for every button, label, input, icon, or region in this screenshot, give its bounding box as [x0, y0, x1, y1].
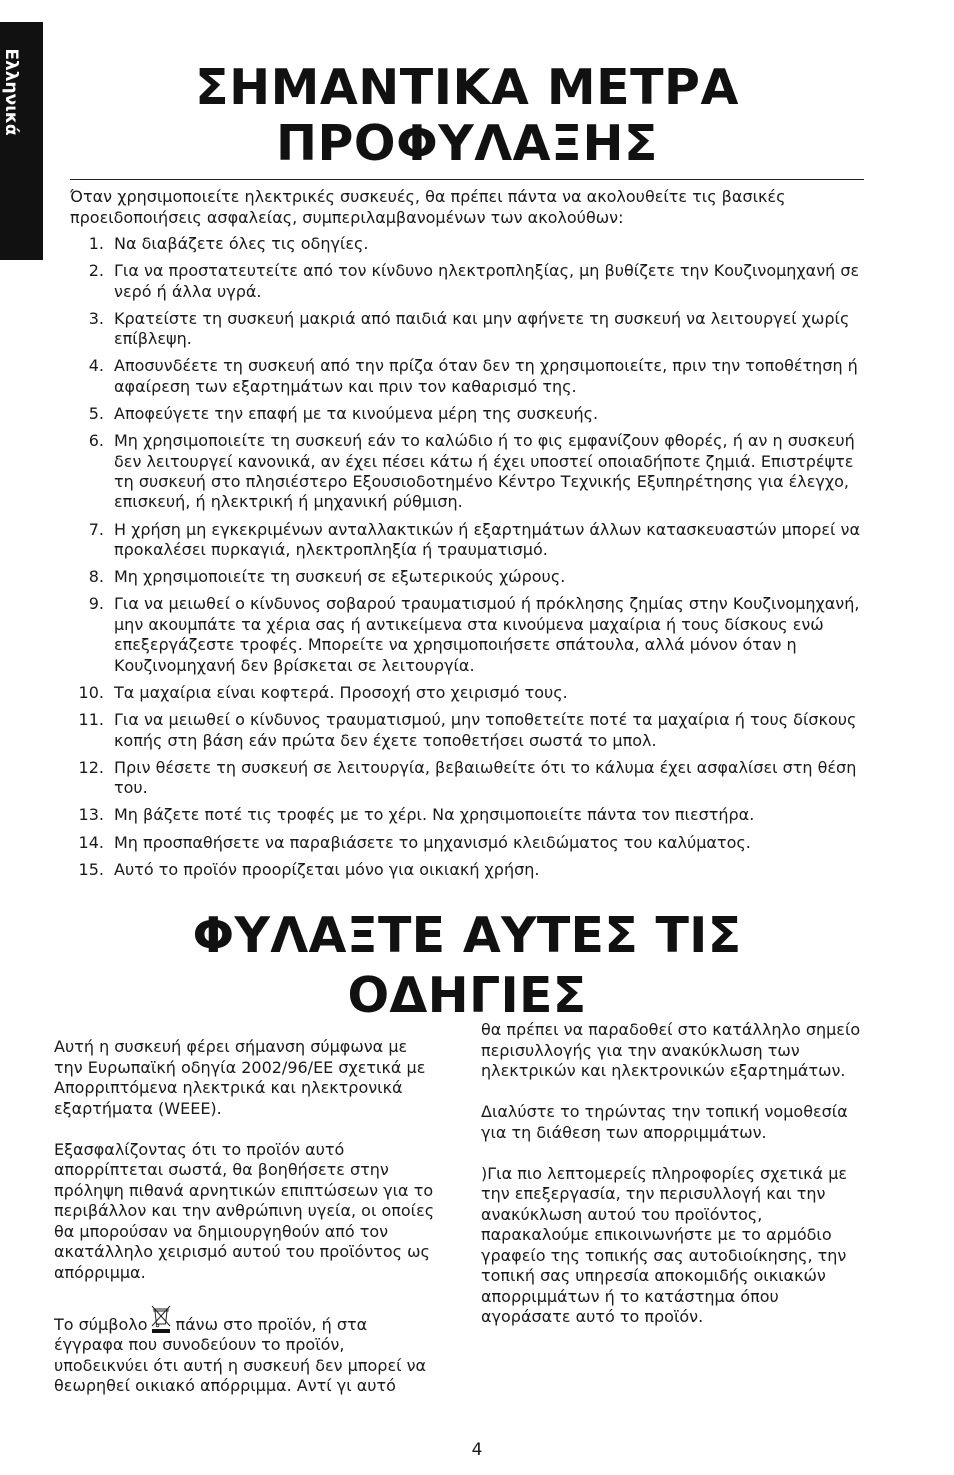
- weee-paragraph: θα πρέπει να παραδοθεί στο κατάλληλο σημείο περισυλλογής για την ανακύκλωση των ηλεκτρικών και ηλεκτρονικών εξαρτημάτων.: [481, 1020, 861, 1080]
- safety-rule-item: [70, 309, 860, 350]
- rule-number: 2.: [88, 261, 104, 281]
- safety-rule-item: [70, 356, 860, 397]
- safety-rule-item: [70, 520, 860, 561]
- weee-paragraph: Εξασφαλίζοντας ότι το προϊόν αυτό απορρίπτεται σωστά, θα βοηθήσετε στην πρόληψη πιθανά αρνητικών επιπτώσεων για το περιβάλλον και την ανθρώπινη υγεία, οι οποίες θα μπορούσαν να δημιουργηθούν από τον ακατάλληλο χειρισμό αυτού του προϊόντος ως απόρριμμα.: [54, 1139, 435, 1282]
- rule-text: Μη χρησιμοποιείτε τη συσκευή σε εξωτερικούς χώρους.: [114, 567, 566, 587]
- rule-text: Να διαβάζετε όλες τις οδηγίες.: [114, 234, 369, 253]
- rule-text: Πριν θέσετε τη συσκευή σε λειτουργία, βεβαιωθείτε ότι το κάλυμα έχει ασφαλίσει στη θέση του.: [114, 757, 857, 798]
- weee-text: πάνω στο προϊόν, ή στα έγγραφα που συνοδεύουν το προϊόν, υποδεικνύει ότι αυτή η συσκευή δεν μπορεί να θεωρηθεί οικιακό απόρριμμα. Αντί γι αυτό: [54, 1314, 427, 1395]
- rule-number: 15.: [78, 859, 104, 879]
- rule-number: 12.: [78, 757, 104, 777]
- weee-paragraph: Αυτή η συσκευή φέρει σήμανση σύμφωνα με την Ευρωπαϊκή οδηγία 2002/96/ΕΕ σχετικά με Απορριπτόμενα ηλεκτρικά και ηλεκτρονικά εξαρτήματα (WEEE).: [54, 1037, 426, 1118]
- crossed-bin-icon: [150, 1304, 172, 1334]
- safety-rule-item: [70, 805, 860, 825]
- safety-rule-item: [70, 833, 860, 853]
- rule-number: 4.: [88, 356, 104, 376]
- page-title: ΣΗΜΑΝΤΙΚΑ ΜΕΤΡΑ ΠΡΟΦΥΛΑΞΗΣ: [195, 59, 739, 172]
- rule-text: Αποσυνδέετε τη συσκευή από την πρίζα όταν δεν τη χρησιμοποιείτε, πριν την τοποθέτηση ή αφαίρεση των εξαρτημάτων και πριν τον καθαρισμό της.: [114, 356, 858, 396]
- rule-number: 7.: [88, 519, 104, 539]
- rule-number: 13.: [78, 805, 104, 825]
- weee-text: Το σύμβολο: [54, 1314, 148, 1334]
- rule-text: Μη χρησιμοποιείτε τη συσκευή εάν το καλώδιο ή το φις εμφανίζουν φθορές, ή αν η συσκευή δεν λειτουργεί κανονικά, αν έχει πέσει κάτω ή έχει υποστεί οποιαδήποτε ζημιά. Επιστρέψτε τη συσκευή στο πλησιέστερο Εξουσιοδοτημένο Κέντρο Τεχνικής Εξυπηρέτησης για έλεγχο, επισκευή, ή ηλεκτρική ή μηχανική ρύθμιση.: [114, 431, 855, 512]
- page-number: 4: [471, 1440, 483, 1460]
- rule-text: Αποφεύγετε την επαφή με τα κινούμενα μέρη της συσκευής.: [114, 404, 599, 424]
- rule-text: Τα μαχαίρια είναι κοφτερά. Προσοχή στο χειρισμό τους.: [114, 682, 568, 702]
- rule-number: 3.: [88, 308, 104, 328]
- rule-number: 8.: [88, 567, 104, 587]
- language-side-tab: [0, 22, 43, 260]
- rule-number: 14.: [78, 832, 104, 852]
- weee-right-column: [481, 1020, 866, 1348]
- intro-paragraph: Όταν χρησιμοποιείτε ηλεκτρικές συσκευές, θα πρέπει πάντα να ακολουθείτε τις βασικές προειδοποιήσεις ασφαλείας, συμπεριλαμβανομένων των ακολούθων:: [70, 187, 786, 227]
- rule-number: 9.: [88, 594, 104, 614]
- rule-number: 5.: [88, 404, 104, 424]
- rule-text: Αυτό το προϊόν προορίζεται μόνο για οικιακή χρήση.: [114, 859, 540, 879]
- weee-paragraph: )Για πιο λεπτομερείς πληροφορίες σχετικά με την επεξεργασία, την περισυλλογή και την ανακύκλωση αυτού του προϊόντος, παρακαλούμε επικοινωνήστε με το αρμόδιο γραφείο της τοπικής σας αυτοδιοίκησης, την τοπική σας υπηρεσία αποκομιδής οικιακών απορριμμάτων ή το κατάστημα όπου αγοράσατε αυτό το προϊόν.: [481, 1163, 848, 1326]
- rule-text: Για να μειωθεί ο κίνδυνος τραυματισμού, μην τοποθετείτε ποτέ τα μαχαίρια ή τους δίσκους κοπής στη βάση εάν πρώτα δεν έχετε τοποθετήσει σωστά το μπολ.: [114, 710, 857, 750]
- rule-text: Μη βάζετε ποτέ τις τροφές με το χέρι. Να χρησιμοποιείτε πάντα τον πιεστήρα.: [114, 805, 755, 825]
- safety-rule-item: [70, 261, 860, 302]
- rule-text: Για να μειωθεί ο κίνδυνος σοβαρού τραυματισμού ή πρόκλησης ζημίας στην Κουζινομηχανή, μην ακουμπάτε τα χέρια σας ή αντικείμενα στα κινούμενα μαχαίρια ή τους δίσκους ενώ επεξεργάζεστε τροφές. Μπορείτε να χρησιμοποιήσετε σπάτουλα, αλλά μόνον όταν η Κουζινομηχανή δεν βρίσκεται σε λειτουργία.: [114, 594, 860, 675]
- rule-number: 1.: [88, 234, 104, 253]
- rule-text: Η χρήση μη εγκεκριμένων ανταλλακτικών ή εξαρτημάτων άλλων κατασκευαστών μπορεί να προκαλέσει πυρκαγιά, ηλεκτροπληξία ή τραυματισμό.: [114, 519, 861, 560]
- weee-left-column: [54, 1037, 439, 1417]
- safety-rule-item: [70, 710, 860, 751]
- safety-rule-item: [70, 567, 860, 587]
- safety-rule-item: [70, 683, 860, 703]
- weee-symbol-paragraph: [54, 1304, 439, 1397]
- rule-number: 10.: [78, 682, 104, 702]
- rule-text: Κρατείστε τη συσκευή μακριά από παιδιά και μην αφήνετε τη συσκευή να λειτουργεί χωρίς επίβλεψη.: [114, 308, 850, 349]
- rule-text: Μη προσπαθήσετε να παραβιάσετε το μηχανισμό κλειδώματος του καλύματος.: [114, 832, 751, 852]
- rule-number: 11.: [78, 710, 104, 730]
- title-divider: [70, 179, 864, 180]
- safety-rules-list: [70, 234, 860, 887]
- weee-paragraph: Διαλύστε το τηρώντας την τοπική νομοθεσία για τη διάθεση των απορριμμάτων.: [481, 1102, 848, 1142]
- rule-text: Για να προστατευτείτε από τον κίνδυνο ηλεκτροπληξίας, μη βυθίζετε την Κουζινομηχανή σε νερό ή άλλα υγρά.: [114, 261, 860, 301]
- safety-rule-item: [70, 404, 860, 424]
- safety-rule-item: [70, 431, 860, 513]
- safety-rule-item: [70, 594, 860, 676]
- safety-rule-item: [70, 860, 860, 880]
- language-label: Ελληνικά: [1, 48, 21, 136]
- safety-rule-item: [70, 758, 860, 799]
- safety-rule-item: [70, 234, 860, 254]
- rule-number: 6.: [88, 431, 104, 451]
- save-instructions-heading: ΦΥΛΑΞΤΕ ΑΥΤΕΣ ΤΙΣ ΟΔΗΓΙΕΣ: [192, 907, 742, 1024]
